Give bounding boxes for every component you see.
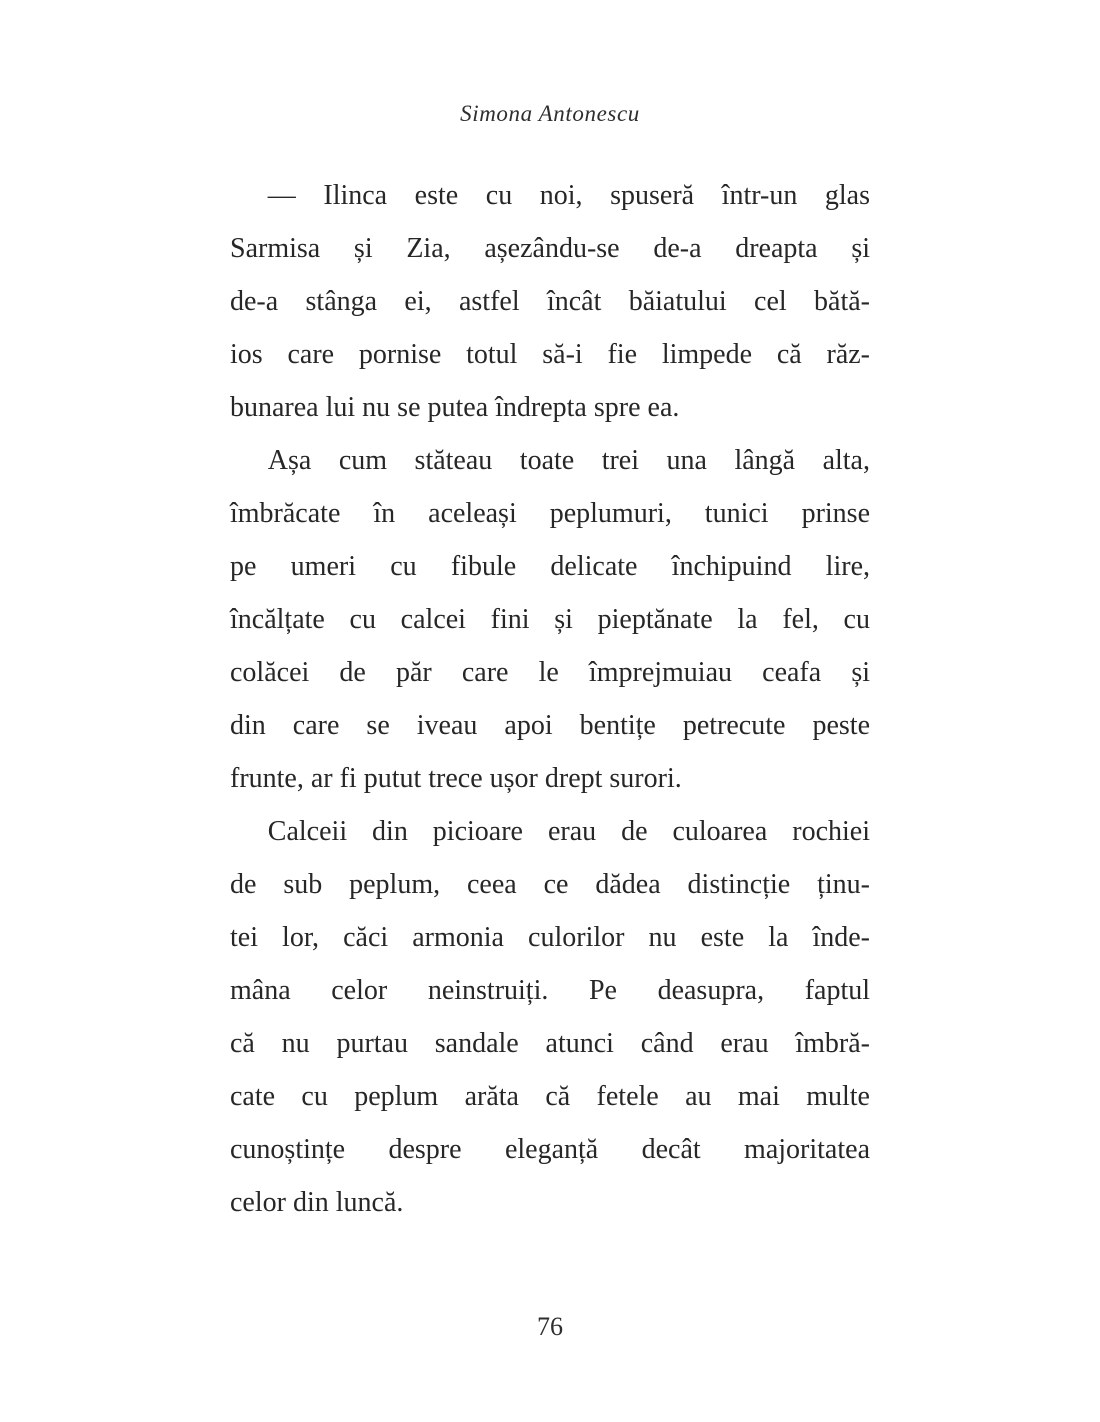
text-line: pe umeri cu fibule delicate închipuind lire, [230,551,870,582]
text-line: Așa cum stăteau toate trei una lângă alta, [267,445,870,476]
text-line: Sarmisa și Zia, așezându-se de-a dreapta și [230,233,870,264]
text-line: mâna celor neinstruiți. Pe deasupra, faptul [230,975,870,1006]
running-header: Simona Antonescu [460,101,640,126]
text-line: cate cu peplum arăta că fetele au mai multe [230,1081,870,1112]
text-line: îmbrăcate în aceleași peplumuri, tunici prinse [230,498,870,529]
text-line: încălțate cu calcei fini și pieptănate la fel, cu [230,604,870,635]
text-line: că nu purtau sandale atunci când erau îmbră- [230,1028,870,1059]
paragraph-2 [230,434,870,805]
text-line: cunoștințe despre eleganță decât majoritatea [230,1134,870,1165]
text-line: Calceii din picioare erau de culoarea rochiei [267,816,870,847]
text-line: de sub peplum, ceea ce dădea distincție ținu- [230,869,870,900]
paragraph-3 [230,805,870,1229]
text-line: bunarea lui nu se putea îndrepta spre ea. [230,392,680,423]
text-block [230,169,870,1229]
text-line: de-a stânga ei, astfel încât băiatului cel bătă- [230,286,870,317]
text-line: din care se iveau apoi bentițe petrecute peste [230,710,870,741]
text-line: colăcei de păr care le împrejmuiau ceafa și [230,657,870,688]
page-number: 76 [537,1312,563,1341]
paragraph-1 [230,169,870,434]
text-line: celor din luncă. [230,1187,404,1218]
text-line: ios care pornise totul să-i fie limpede că răz- [230,339,870,370]
text-line: frunte, ar fi putut trece ușor drept surori. [230,763,682,794]
text-line: tei lor, căci armonia culorilor nu este la înde- [230,922,870,953]
text-line: — Ilinca este cu noi, spuseră într-un glas [267,180,870,211]
